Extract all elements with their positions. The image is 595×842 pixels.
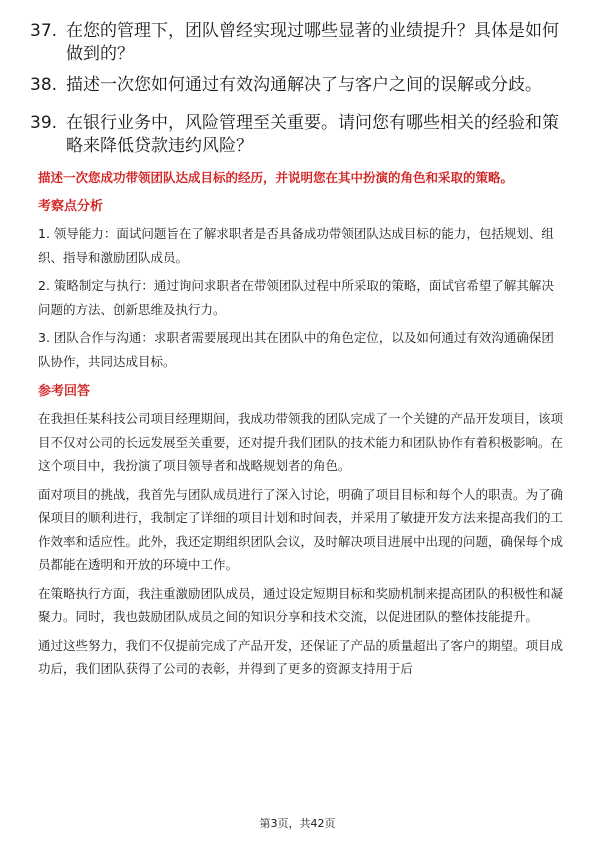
answer-paragraph: 在我担任某科技公司项目经理期间，我成功带领我的团队完成了一个关键的产品开发项目，该项目不仅对公司的长远发展至关重要，还对提升我们团队的技术能力和团队协作有着积极影响。在这个项目中，我扮演了项目领导者和战略规划者的角色。 [38, 411, 564, 473]
question-item [30, 20, 565, 66]
analysis-list [38, 222, 564, 373]
main-question-heading: 描述一次您成功带领团队达成目标的经历，并说明您在其中扮演的角色和采取的策略。 [38, 170, 514, 185]
question-number: 39. [30, 113, 58, 133]
question-text: 描述一次您如何通过有效沟通解决了与客户之间的误解或分歧。 [66, 75, 542, 95]
question-number: 38. [30, 75, 58, 95]
analysis-section-title: 考察点分析 [38, 199, 104, 214]
answer-content [38, 168, 564, 686]
page-footer: 第3页，共42页 [259, 817, 336, 830]
question-text: 在您的管理下，团队曾经实现过哪些显著的业绩提升？具体是如何做到的？ [66, 21, 559, 64]
question-list [30, 20, 565, 166]
question-number: 37. [30, 21, 58, 41]
answer-paragraph: 在策略执行方面，我注重激励团队成员，通过设定短期目标和奖励机制来提高团队的积极性和凝聚力。同时，我也鼓励团队成员之间的知识分享和技术交流，以促进团队的整体技能提升。 [38, 585, 564, 624]
answer-paragraph: 面对项目的挑战，我首先与团队成员进行了深入讨论，明确了项目目标和每个人的职责。为了确保项目的顺利进行，我制定了详细的项目计划和时间表，并采用了敏捷开发方法来提高我们的工作效率和适应性。此外，我还定期组织团队会议，及时解决项目进展中出现的问题，确保每个成员都能在透明和开放的环境中工作。 [38, 486, 564, 572]
question-text: 在银行业务中，风险管理至关重要。请问您有哪些相关的经验和策略来降低贷款违约风险？ [66, 113, 559, 156]
analysis-item: 1. 领导能力：面试问题旨在了解求职者是否具备成功带领团队达成目标的能力，包括规划、组织、指导和激励团队成员。 [38, 226, 554, 265]
analysis-item: 2. 策略制定与执行：通过询问求职者在带领团队过程中所采取的策略，面试官希望了解其解决问题的方法、创新思维及执行力。 [38, 278, 554, 317]
question-item [30, 74, 565, 97]
question-item [30, 112, 565, 158]
answer-paragraph: 通过这些努力，我们不仅提前完成了产品开发，还保证了产品的质量超出了客户的期望。项目成功后，我们团队获得了公司的表彰，并得到了更多的资源支持用于后 [38, 637, 564, 676]
analysis-item: 3. 团队合作与沟通：求职者需要展现出其在团队中的角色定位，以及如何通过有效沟通确保团队协作，共同达成目标。 [38, 330, 554, 369]
answer-section-title: 参考回答 [38, 384, 91, 399]
